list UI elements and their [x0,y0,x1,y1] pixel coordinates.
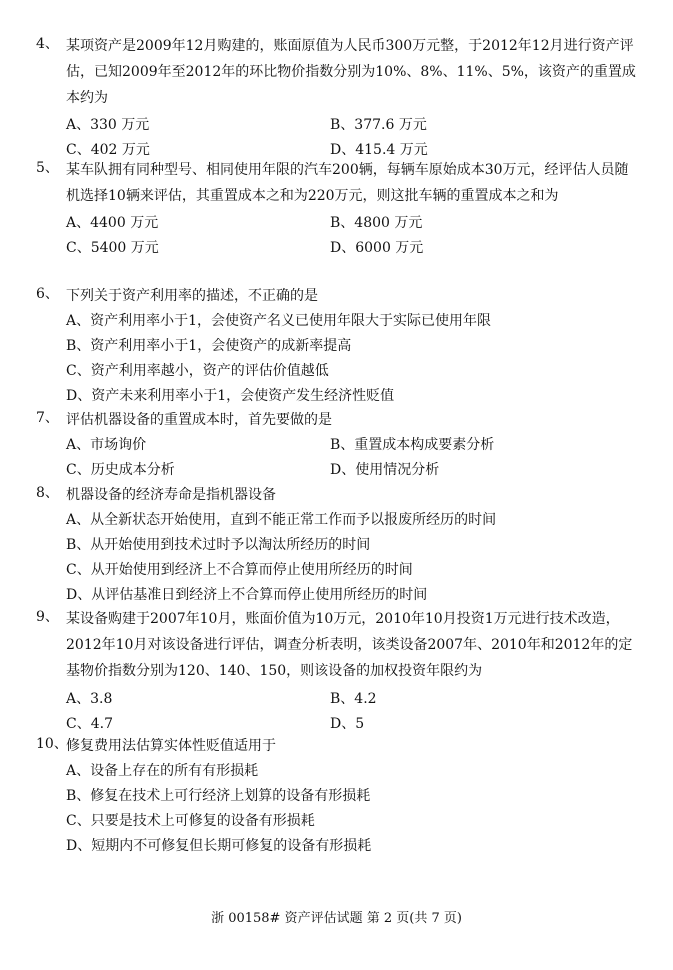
options [66,759,636,859]
question-number: 8、 [36,485,59,501]
options [66,309,636,409]
option-d: D、资产未来利用率小于1，会使资产发生经济性贬值 [66,388,395,404]
options [66,508,636,608]
question-number: 4、 [36,36,59,52]
question-stem: 评估机器设备的重置成本时，首先要做的是 [66,412,332,428]
question-stem: 某设备购建于2007年10月，账面价值为10万元，2010年10月投资1万元进行技术改造，2012年10月对该设备进行评估，调查分析表明，该类设备2007年、2010年和2012年的定基物价指数分别为120、140、150，则该设备的加权投资年限约为 [66,611,633,679]
option-a: A、4400 万元 [66,215,159,231]
question-8 [36,482,636,608]
question-stem: 机器设备的经济寿命是指机器设备 [66,487,276,503]
question-number: 5、 [36,160,59,176]
option-d: D、6000 万元 [330,240,424,256]
option-b: B、377.6 万元 [330,117,427,133]
question-stem: 某车队拥有同种型号、相同使用年限的汽车200辆，每辆车原始成本30万元，经评估人员随机选择10辆来评估，其重置成本之和为220万元，则这批车辆的重置成本之和为 [66,162,629,204]
option-b: B、重置成本构成要素分析 [330,437,495,453]
option-b: B、4800 万元 [330,215,423,231]
options [66,433,636,483]
option-c: C、5400 万元 [66,240,159,256]
question-7 [36,407,636,483]
option-d: D、415.4 万元 [330,142,428,158]
option-b: B、4.2 [330,691,377,707]
question-6 [36,283,636,409]
question-stem: 下列关于资产利用率的描述，不正确的是 [66,288,318,304]
question-9 [36,606,636,737]
question-10 [36,733,636,859]
option-b: B、修复在技术上可行经济上划算的设备有形损耗 [66,788,371,804]
option-d: D、使用情况分析 [330,462,440,478]
option-d: D、5 [330,716,365,732]
options [66,211,636,261]
question-number: 6、 [36,286,59,302]
options [66,113,636,163]
page-footer: 浙 00158# 资产评估试题 第 2 页(共 7 页) [211,911,462,926]
option-a: A、3.8 [66,691,113,707]
option-c: C、4.7 [66,716,113,732]
question-4 [36,33,636,163]
question-5 [36,157,636,261]
option-b: B、资产利用率小于1，会使资产的成新率提高 [66,338,352,354]
option-a: A、330 万元 [66,117,150,133]
option-d: D、短期内不可修复但长期可修复的设备有形损耗 [66,838,372,854]
option-a: A、从全新状态开始使用，直到不能正常工作而予以报废所经历的时间 [66,512,497,528]
question-number: 7、 [36,410,59,426]
option-a: A、设备上存在的所有有形损耗 [66,763,259,779]
question-stem: 修复费用法估算实体性贬值适用于 [66,738,276,754]
option-d: D、从评估基准日到经济上不合算而停止使用所经历的时间 [66,587,428,603]
option-c: C、只要是技术上可修复的设备有形损耗 [66,813,315,829]
question-stem: 某项资产是2009年12月购建的，账面原值为人民币300万元整，于2012年12月进行资产评估，已知2009年至2012年的环比物价指数分别为10%、8%、11%、5%，该资产的重置成本约为 [66,38,636,106]
question-number: 10、 [36,736,68,752]
option-a: A、资产利用率小于1，会使资产名义已使用年限大于实际已使用年限 [66,313,492,329]
option-c: C、历史成本分析 [66,462,175,478]
option-c: C、资产利用率越小，资产的评估价值越低 [66,363,329,379]
options [66,687,636,737]
option-c: C、从开始使用到经济上不合算而停止使用所经历的时间 [66,562,413,578]
option-c: C、402 万元 [66,142,150,158]
option-b: B、从开始使用到技术过时予以淘汰所经历的时间 [66,537,371,553]
option-a: A、市场询价 [66,437,147,453]
question-number: 9、 [36,609,59,625]
